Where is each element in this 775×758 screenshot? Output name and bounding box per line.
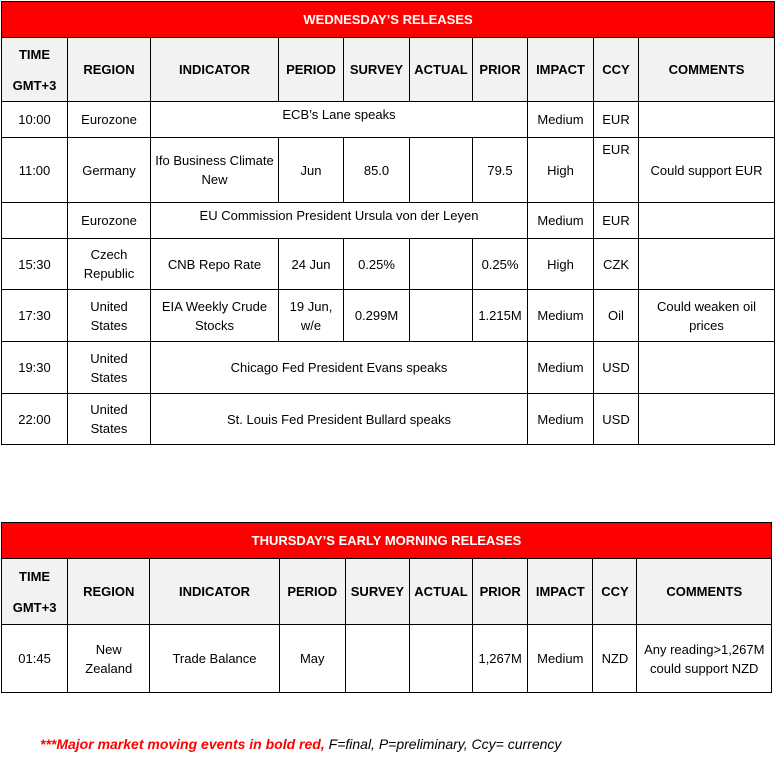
prior-cell: 1.215M	[473, 290, 528, 342]
header-time	[2, 38, 68, 102]
header-prior: PRIOR	[473, 559, 528, 625]
period-cell: Jun	[279, 138, 344, 203]
time-cell	[2, 203, 68, 239]
header-ccy: CCY	[594, 38, 639, 102]
header-region: REGION	[68, 38, 151, 102]
ccy-cell: USD	[594, 342, 639, 394]
impact-cell: High	[528, 138, 594, 203]
thursday-releases-table	[1, 522, 772, 693]
header-impact: IMPACT	[528, 559, 593, 625]
period-cell: 24 Jun	[279, 239, 344, 290]
indicator-cell: CNB Repo Rate	[151, 239, 279, 290]
survey-cell: 85.0	[344, 138, 410, 203]
comments-cell	[639, 394, 775, 445]
ccy-cell: Oil	[594, 290, 639, 342]
wednesday-releases-table	[1, 1, 775, 445]
table-title-row	[2, 2, 775, 38]
header-region: REGION	[68, 559, 150, 625]
impact-cell: Medium	[528, 342, 594, 394]
header-indicator: INDICATOR	[151, 38, 279, 102]
footnote-highlight: ***Major market moving events in bold red,	[40, 736, 325, 752]
time-cell: 10:00	[2, 102, 68, 138]
impact-cell: High	[528, 239, 594, 290]
header-period: PERIOD	[279, 559, 345, 625]
time-cell: 22:00	[2, 394, 68, 445]
region-cell: Germany	[68, 138, 151, 203]
table-row	[2, 290, 775, 342]
header-comments: COMMENTS	[639, 38, 775, 102]
impact-cell: Medium	[528, 394, 594, 445]
comments-cell	[639, 102, 775, 138]
comments-cell	[639, 239, 775, 290]
time-cell: 17:30	[2, 290, 68, 342]
region-cell: Czech Republic	[68, 239, 151, 290]
header-time-label: TIME	[19, 568, 51, 584]
prior-cell: 79.5	[473, 138, 528, 203]
actual-cell	[409, 625, 472, 693]
table-row	[2, 394, 775, 445]
region-cell: Eurozone	[68, 203, 151, 239]
prior-cell: 0.25%	[473, 239, 528, 290]
header-prior: PRIOR	[473, 38, 528, 102]
header-timezone-label: GMT+3	[12, 599, 57, 615]
impact-cell: Medium	[528, 203, 594, 239]
comments-cell: Any reading>1,267M could support NZD	[637, 625, 772, 693]
comments-cell: Could support EUR	[639, 138, 775, 203]
impact-cell: Medium	[528, 625, 593, 693]
survey-cell: 0.25%	[344, 239, 410, 290]
table-row	[2, 138, 775, 203]
time-cell: 15:30	[2, 239, 68, 290]
survey-cell	[345, 625, 409, 693]
indicator-cell: EIA Weekly Crude Stocks	[151, 290, 279, 342]
time-cell: 19:30	[2, 342, 68, 394]
footnote-legend: F=final, P=preliminary, Ccy= currency	[324, 736, 562, 752]
actual-cell	[410, 138, 473, 203]
header-time	[2, 559, 68, 625]
event-cell: EU Commission President Ursula von der Leyen	[151, 203, 528, 239]
ccy-cell: CZK	[594, 239, 639, 290]
header-impact: IMPACT	[528, 38, 594, 102]
impact-cell: Medium	[528, 290, 594, 342]
header-actual: ACTUAL	[410, 38, 473, 102]
time-cell: 11:00	[2, 138, 68, 203]
header-survey: SURVEY	[345, 559, 409, 625]
table-row	[2, 342, 775, 394]
header-comments: COMMENTS	[637, 559, 772, 625]
indicator-cell: Ifo Business Climate New	[151, 138, 279, 203]
period-cell: 19 Jun, w/e	[279, 290, 344, 342]
header-period: PERIOD	[279, 38, 344, 102]
comments-cell	[639, 342, 775, 394]
ccy-cell: NZD	[593, 625, 637, 693]
header-row	[2, 38, 775, 102]
region-cell: United States	[68, 394, 151, 445]
table-title-row	[2, 523, 772, 559]
period-cell: May	[279, 625, 345, 693]
header-row	[2, 559, 772, 625]
table-row	[2, 239, 775, 290]
event-cell: St. Louis Fed President Bullard speaks	[151, 394, 528, 445]
region-cell: United States	[68, 290, 151, 342]
event-cell: ECB’s Lane speaks	[151, 102, 528, 138]
header-actual: ACTUAL	[409, 559, 472, 625]
indicator-cell: Trade Balance	[150, 625, 279, 693]
ccy-cell: EUR	[594, 203, 639, 239]
survey-cell: 0.299M	[344, 290, 410, 342]
prior-cell: 1,267M	[473, 625, 528, 693]
region-cell: United States	[68, 342, 151, 394]
region-cell: New Zealand	[68, 625, 150, 693]
header-indicator: INDICATOR	[150, 559, 279, 625]
actual-cell	[410, 239, 473, 290]
header-survey: SURVEY	[344, 38, 410, 102]
ccy-cell: EUR	[594, 102, 639, 138]
header-time-label: TIME	[18, 46, 51, 62]
header-timezone-label: GMT+3	[12, 77, 57, 93]
header-ccy: CCY	[593, 559, 637, 625]
actual-cell	[410, 290, 473, 342]
impact-cell: Medium	[528, 102, 594, 138]
ccy-cell: USD	[594, 394, 639, 445]
footnote	[40, 736, 561, 752]
comments-cell: Could weaken oil prices	[639, 290, 775, 342]
thursday-title: THURSDAY’S EARLY MORNING RELEASES	[2, 523, 772, 559]
table-row	[2, 203, 775, 239]
wednesday-title: WEDNESDAY’S RELEASES	[2, 2, 775, 38]
region-cell: Eurozone	[68, 102, 151, 138]
table-row	[2, 625, 772, 693]
ccy-cell: EUR	[594, 138, 639, 203]
time-cell: 01:45	[2, 625, 68, 693]
table-row	[2, 102, 775, 138]
event-cell: Chicago Fed President Evans speaks	[151, 342, 528, 394]
comments-cell	[639, 203, 775, 239]
